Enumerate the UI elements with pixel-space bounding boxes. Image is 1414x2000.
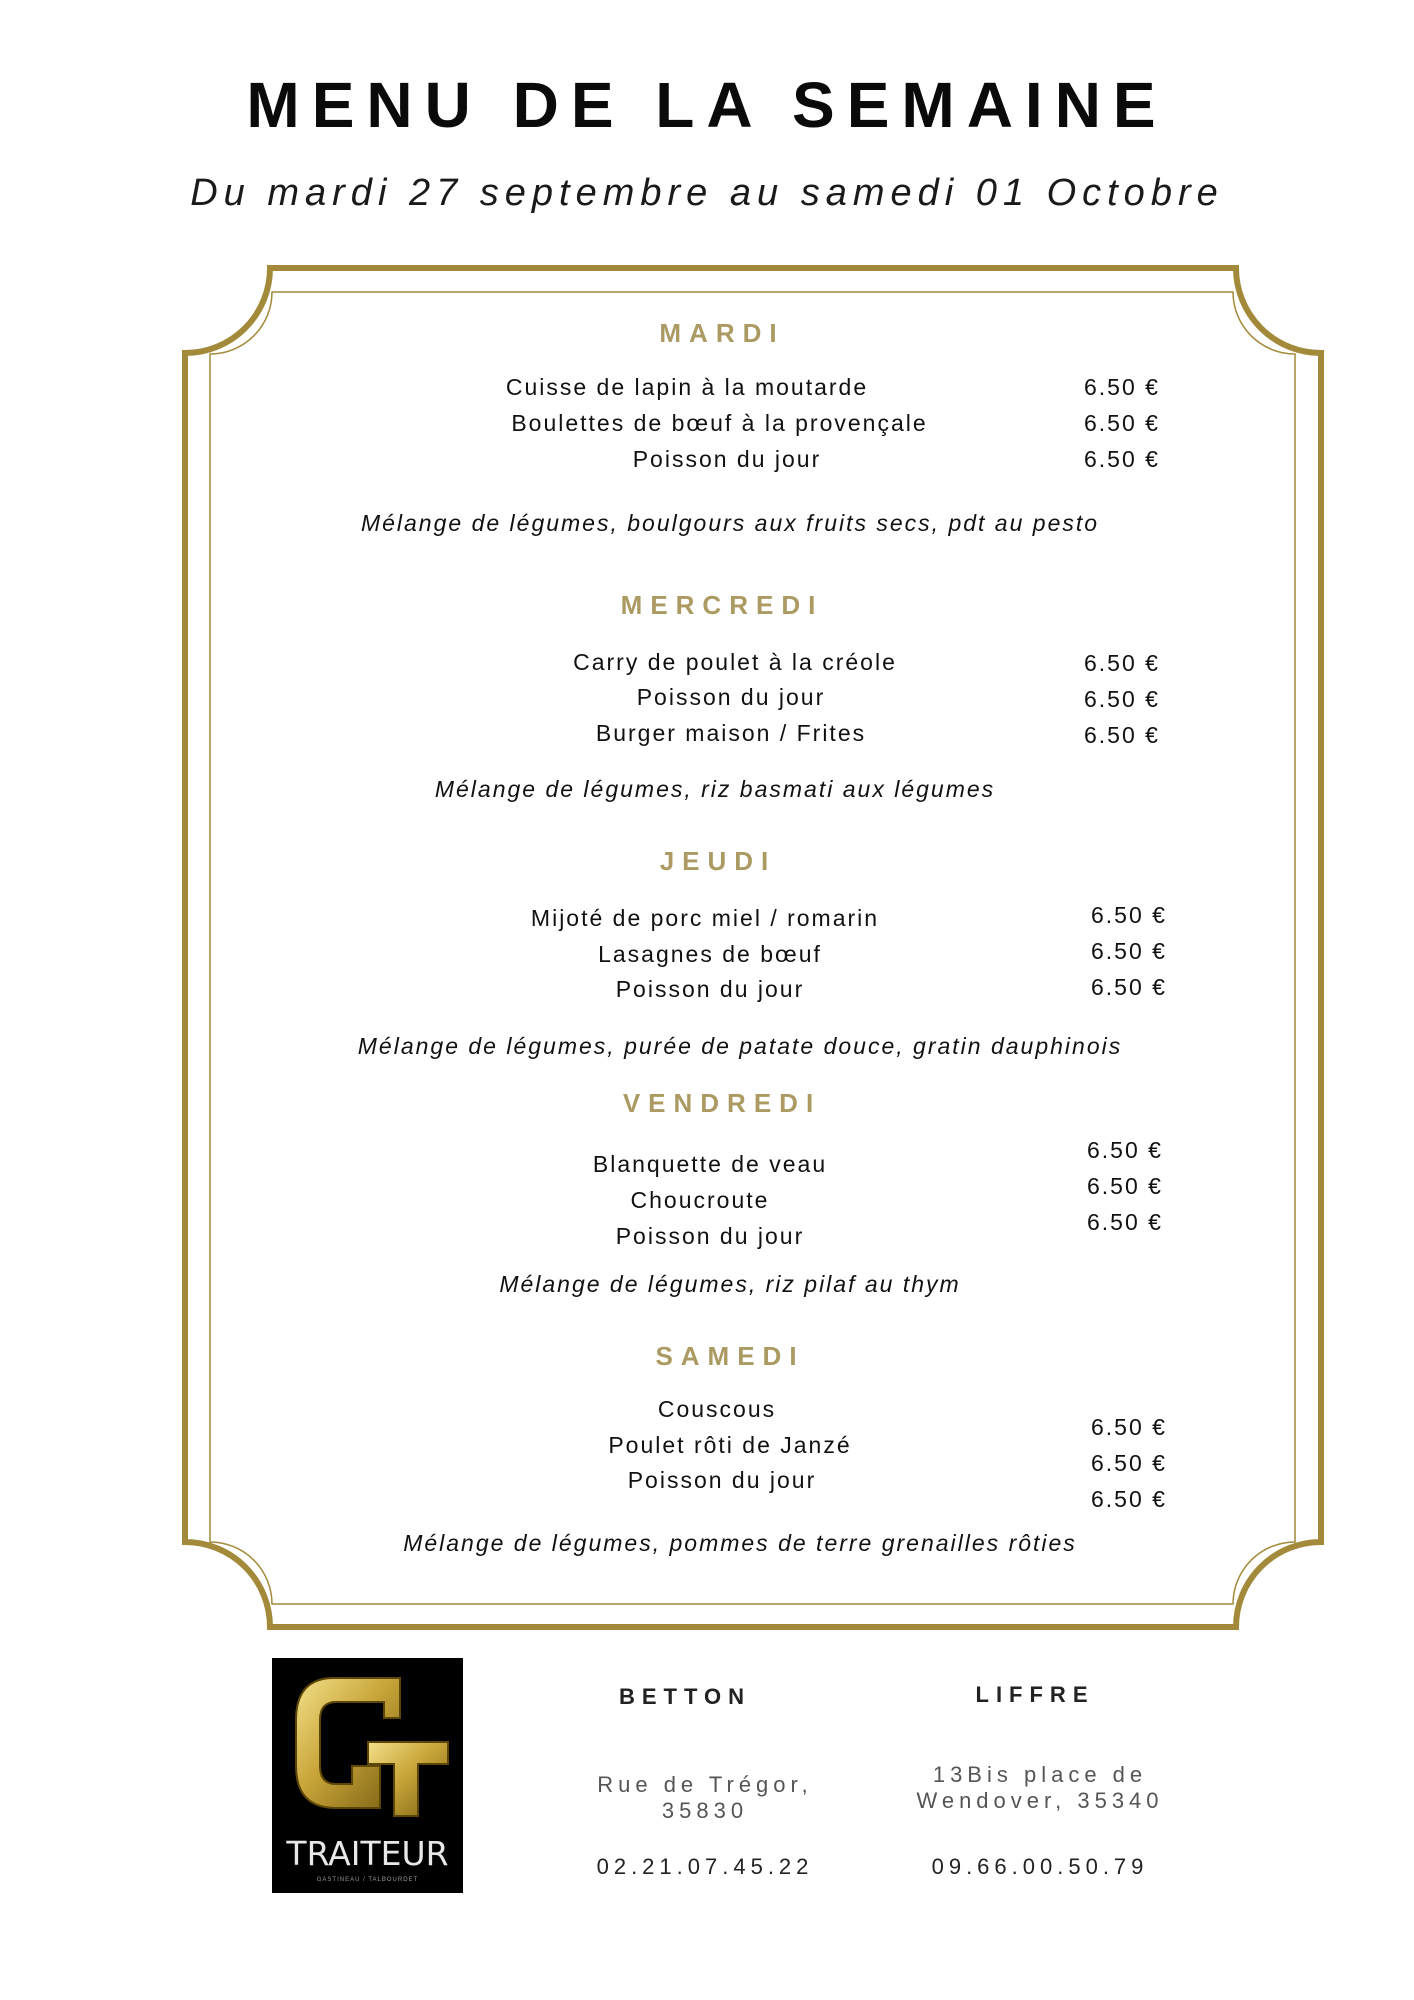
price-label: 6.50 € (1091, 1414, 1167, 1440)
price-label: 6.50 € (1091, 974, 1167, 1000)
price-label: 6.50 € (1091, 1486, 1167, 1512)
dish-item: Poisson du jour (615, 1223, 805, 1249)
page-title: MENU DE LA SEMAINE (246, 69, 1168, 141)
dish-item: Blanquette de veau (592, 1151, 828, 1177)
dish-item: Poisson du jour (615, 976, 805, 1002)
location-address: 13Bis place de Wendover, 35340 (916, 1762, 1164, 1813)
side-dishes: Mélange de légumes, purée de patate douce, gratin dauphinois (357, 1033, 1123, 1059)
price-label: 6.50 € (1084, 374, 1160, 400)
day-heading-samedi: SAMEDI (655, 1341, 805, 1371)
price-label: 6.50 € (1091, 902, 1167, 928)
price-label: 6.50 € (1084, 446, 1160, 472)
location-phone: 09.66.00.50.79 (931, 1854, 1149, 1879)
price-label: 6.50 € (1084, 650, 1160, 676)
dish-item: Carry de poulet à la créole (573, 649, 897, 675)
location-phone: 02.21.07.45.22 (596, 1854, 814, 1879)
price-label: 6.50 € (1084, 722, 1160, 748)
price-label: 6.50 € (1087, 1173, 1163, 1199)
price-label: 6.50 € (1087, 1209, 1163, 1235)
dish-item: Lasagnes de bœuf (598, 941, 822, 967)
dish-item: Cuisse de lapin à la moutarde (505, 374, 869, 400)
day-heading-mercredi: MERCREDI (620, 590, 824, 620)
location-city-betton: BETTON (618, 1684, 752, 1709)
dish-item: Boulettes de bœuf à la provençale (511, 410, 928, 436)
dish-item: Poisson du jour (636, 684, 826, 710)
date-range-subtitle: Du mardi 27 septembre au samedi 01 Octobre (190, 172, 1224, 214)
day-heading-mardi: MARDI (659, 318, 785, 348)
side-dishes: Mélange de légumes, boulgours aux fruits secs, pdt au pesto (360, 510, 1100, 536)
location-address: Rue de Trégor, 35830 (597, 1772, 813, 1823)
dish-item: Couscous (657, 1396, 777, 1422)
side-dishes: Mélange de légumes, riz pilaf au thym (499, 1271, 961, 1297)
price-label: 6.50 € (1091, 938, 1167, 964)
dish-item: Poisson du jour (632, 446, 822, 472)
price-label: 6.50 € (1087, 1137, 1163, 1163)
traiteur-logo (272, 1658, 463, 1893)
dish-item: Burger maison / Frites (595, 720, 867, 746)
dish-item: Mijoté de porc miel / romarin (530, 905, 880, 931)
dish-item: Poulet rôti de Janzé (608, 1432, 852, 1458)
price-label: 6.50 € (1084, 410, 1160, 436)
location-city-liffre: LIFFRE (975, 1682, 1095, 1707)
dish-item: Poisson du jour (627, 1467, 817, 1493)
side-dishes: Mélange de légumes, pommes de terre grenailles rôties (403, 1530, 1077, 1556)
day-heading-vendredi: VENDREDI (622, 1088, 822, 1118)
price-label: 6.50 € (1091, 1450, 1167, 1476)
day-heading-jeudi: JEUDI (659, 846, 777, 876)
side-dishes: Mélange de légumes, riz basmati aux légumes (434, 776, 996, 802)
gt-monogram-icon (272, 1658, 463, 1834)
price-label: 6.50 € (1084, 686, 1160, 712)
logo-brand-text: TRAITEUR (286, 1834, 449, 1873)
dish-item: Choucroute (630, 1187, 770, 1213)
logo-subline: GASTINEAU / TALBOURDET (316, 1877, 419, 1883)
